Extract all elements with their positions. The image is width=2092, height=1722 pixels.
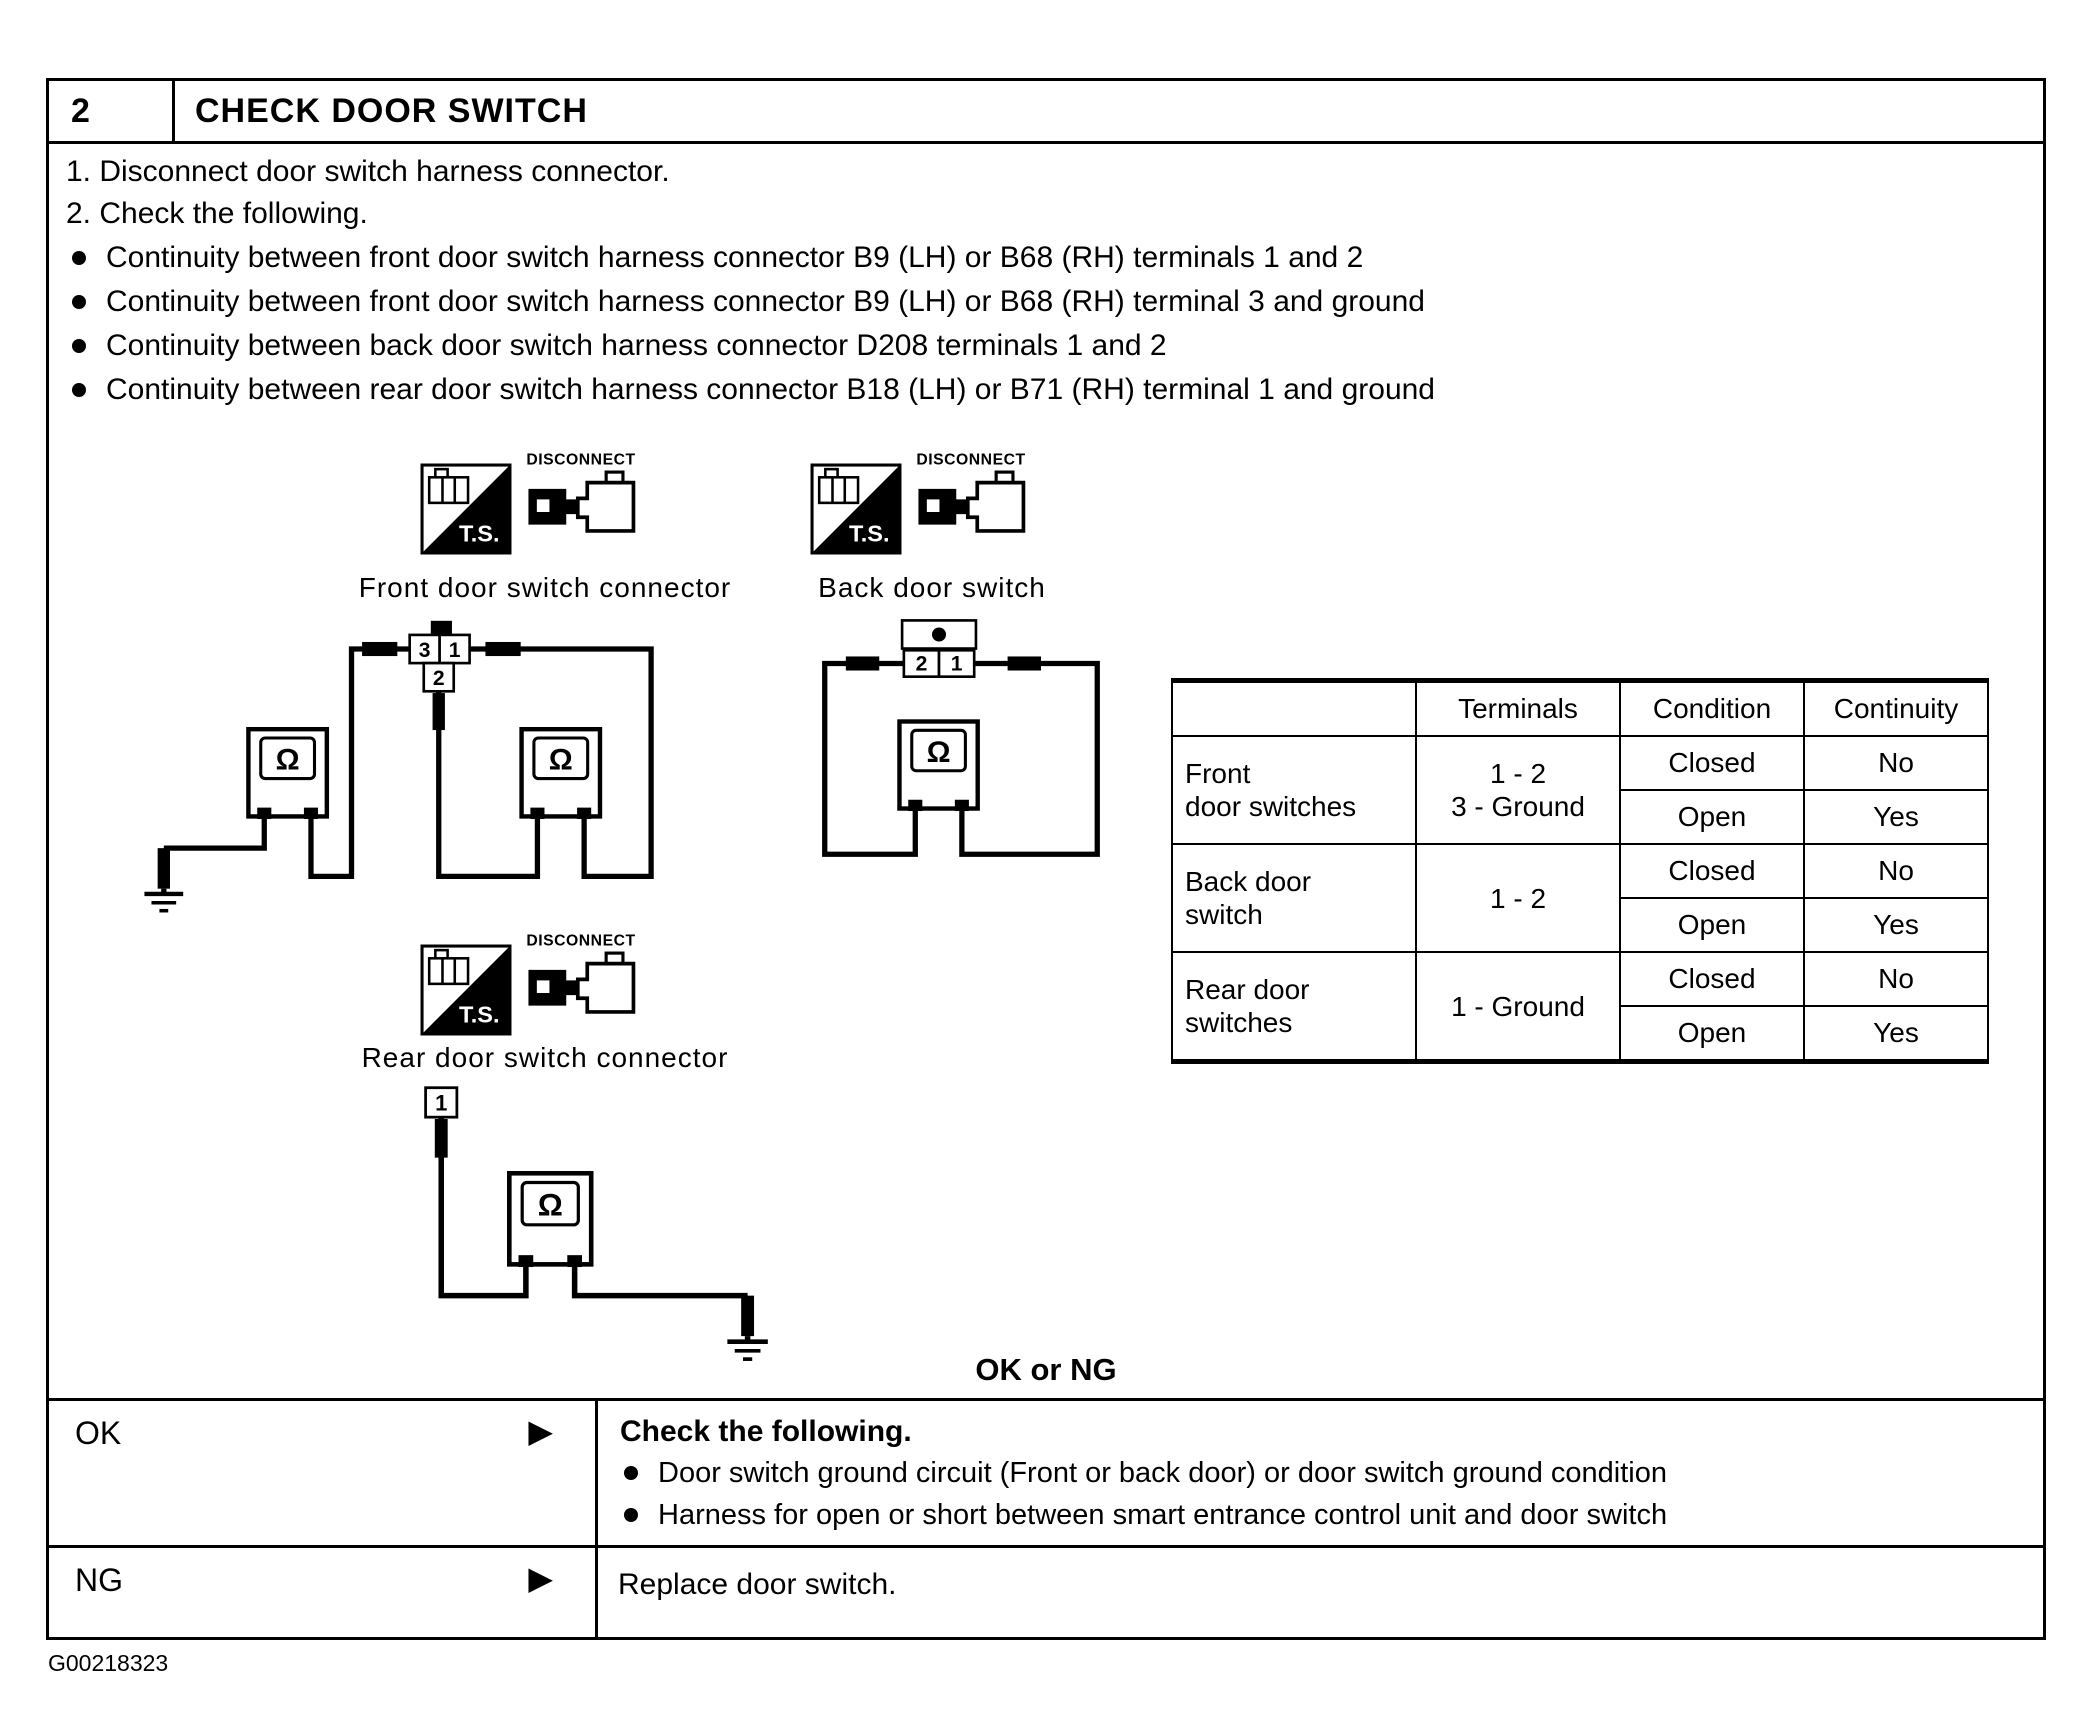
figure-id: G00218323 [48,1650,169,1676]
disconnect-icon [526,933,635,1012]
list-item [618,1455,2043,1497]
ohmmeter-icon [899,722,977,812]
pin-number: 1 [950,652,963,676]
column-header: Condition [1620,681,1804,737]
list-item [66,328,1435,372]
continuity-cell: Yes [1804,790,1988,844]
switch-label: Back door switch [1172,844,1416,952]
terminals-cell: 1 - 2 [1416,844,1620,952]
ok-row [49,1398,2043,1545]
test-probe [741,1296,754,1336]
back-connector-label: Back door switch [818,572,1046,603]
step-number: 2 [49,81,175,141]
list-item [66,372,1435,416]
terminals-cell: 1 - Ground [1416,952,1620,1062]
front-door-circuit-diagram [122,612,722,916]
instruction-2: 2. Check the following. [66,197,368,230]
switch-label: Rear door switches [1172,952,1416,1062]
rear-connector-label: Rear door switch connector [361,1042,729,1073]
ok-action-title: Check the following. [620,1415,912,1448]
continuity-cell: Yes [1804,1006,1988,1062]
ng-action-cell [598,1548,2043,1637]
column-header: Terminals [1416,681,1620,737]
table-header-row [1172,681,1988,737]
ng-cell [49,1548,598,1637]
bullet-icon [72,383,86,397]
ohmmeter-icon [248,729,326,819]
bullet-icon [624,1508,638,1522]
front-connector-icons [420,447,690,559]
switch-plunger-dot [932,627,946,641]
ok-or-ng-title: OK or NG [975,1352,1117,1387]
rear-connector-pin [426,1088,457,1117]
front-connector-pins [410,621,470,691]
condition-cell: Open [1620,898,1804,952]
circuit-wires [441,1117,747,1341]
arrow-right-icon: ▶ [528,1413,553,1449]
page-title: CHECK DOOR SWITCH [195,91,588,130]
procedure-header [46,78,2046,144]
pin-number: 2 [915,652,928,676]
continuity-cell: Yes [1804,898,1988,952]
column-header: Continuity [1804,681,1988,737]
bullet-icon [72,339,86,353]
list-item-text: Continuity between rear door switch harness connector B18 (LH) or B71 (RH) terminal 1 and ground [106,373,1435,406]
ts-icon [422,465,510,553]
condition-cell: Open [1620,1006,1804,1062]
wire-terminal-bars [435,1119,754,1336]
list-item [66,284,1435,328]
condition-cell: Closed [1620,736,1804,790]
table-row [1172,736,1988,790]
table-row [1172,844,1988,898]
terminals-cell: 1 - 2 3 - Ground [1416,736,1620,844]
list-item-text: Door switch ground circuit (Front or back door) or door switch ground condition [658,1457,1668,1489]
disconnect-icon [526,452,635,531]
back-door-circuit-diagram [772,615,1150,879]
instruction-1: 1. Disconnect door switch harness connector. [66,155,670,188]
continuity-table [1171,678,1989,1064]
ok-cell [49,1401,598,1545]
pin-number: 1 [435,1090,448,1116]
back-connector-icons [810,447,1080,559]
ok-label: OK [75,1415,122,1451]
list-item [618,1497,2043,1539]
ng-action-text: Replace door switch. [618,1568,897,1601]
front-connector-label: Front door switch connector [358,572,732,603]
ok-action-cell [598,1401,2043,1545]
column-header [1172,681,1416,737]
ohmmeter-icon [509,1173,591,1267]
list-item-text: Continuity between front door switch harness connector B9 (LH) or B68 (RH) terminal 3 and ground [106,285,1425,318]
bullet-icon [72,251,86,265]
ts-icon [422,946,510,1034]
continuity-cell: No [1804,952,1988,1006]
condition-cell: Closed [1620,952,1804,1006]
back-connector-pins [902,620,976,676]
arrow-right-icon: ▶ [528,1560,553,1596]
pin-number: 1 [448,638,461,662]
list-item [66,240,1435,284]
ts-icon [812,465,900,553]
wire-terminal-bars [158,642,521,889]
ng-label: NG [75,1562,123,1598]
continuity-cell: No [1804,844,1988,898]
pin-number: 2 [432,667,445,691]
ohmmeter-icon [522,729,600,819]
bullet-icon [72,295,86,309]
rear-connector-icons [420,928,690,1040]
table-row [1172,952,1988,1006]
list-item-text: Continuity between front door switch harness connector B9 (LH) or B68 (RH) terminals 1 and 2 [106,241,1364,274]
rear-door-circuit-diagram [352,1082,812,1363]
continuity-cell: No [1804,736,1988,790]
check-list [66,240,1435,416]
condition-cell: Open [1620,790,1804,844]
switch-label: Front door switches [1172,736,1416,844]
list-item-text: Continuity between back door switch harness connector D208 terminals 1 and 2 [106,329,1167,362]
ground-icon [144,894,183,911]
pin-number: 3 [418,638,431,662]
disconnect-icon [916,452,1025,531]
list-item-text: Harness for open or short between smart entrance control unit and door switch [658,1499,1668,1531]
condition-cell: Closed [1620,844,1804,898]
ng-row [49,1545,2043,1637]
test-probe [158,848,170,889]
bullet-icon [624,1466,638,1480]
